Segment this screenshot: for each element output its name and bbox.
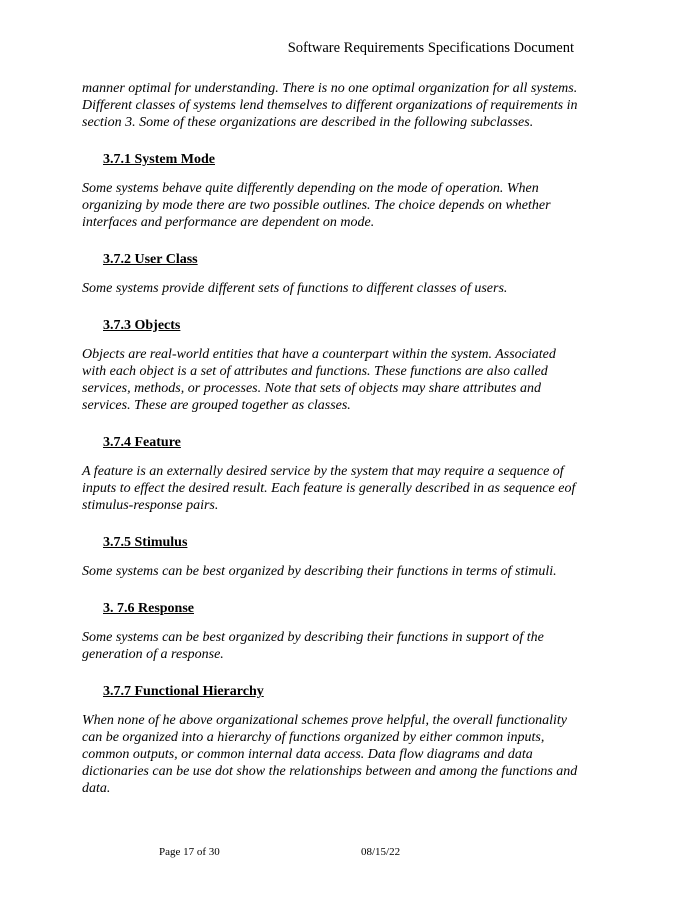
section-body-system-mode: Some systems behave quite differently depending on the mode of operation. When organizing by mode there are two possible outlines. The choice depends on whether interfaces and performance are dependent on mode. [82, 181, 551, 230]
section-heading-feature: 3.7.4 Feature [103, 435, 181, 450]
section-heading-system-mode: 3.7.1 System Mode [103, 152, 215, 167]
section-body-stimulus: Some systems can be best organized by describing their functions in terms of stimuli. [82, 564, 557, 579]
document-title-header: Software Requirements Specifications Document [287, 40, 574, 56]
section-body-response: Some systems can be best organized by describing their functions in support of the generation of a response. [82, 630, 544, 662]
section-heading-user-class: 3.7.2 User Class [103, 252, 198, 267]
section-heading-stimulus: 3.7.5 Stimulus [103, 535, 188, 550]
section-body-objects: Objects are real-world entities that have a counterpart within the system. Associated with each object is a set of attributes and functions. These functions are also called services, methods, or processes. Note that sets of objects may share attributes and services. These are grouped together as classes. [82, 347, 556, 413]
document-date: 08/15/22 [361, 846, 401, 858]
section-body-functional-hierarchy: When none of he above organizational schemes prove helpful, the overall functionality can be organized into a hierarchy of functions organized by either common inputs, common outputs, or common internal data access. Data flow diagrams and data dictionaries can be use dot show the relationships between and among the functions and data. [82, 713, 578, 796]
section-body-user-class: Some systems provide different sets of functions to different classes of users. [82, 281, 508, 296]
section-body-feature: A feature is an externally desired service by the system that may require a sequence of inputs to effect the desired result. Each feature is generally described in as sequence eof stimulus-response pairs. [82, 464, 576, 513]
section-heading-objects: 3.7.3 Objects [103, 318, 181, 333]
page-number: Page 17 of 30 [159, 846, 220, 858]
intro-paragraph: manner optimal for understanding. There is no one optimal organization for all systems. Different classes of systems lend themselves to different organizations of requirements in section 3. Some of these organizations are described in the following subclasses. [82, 81, 578, 130]
section-heading-functional-hierarchy: 3.7.7 Functional Hierarchy [103, 684, 264, 699]
section-heading-response: 3. 7.6 Response [103, 601, 195, 616]
document-body [82, 80, 582, 797]
